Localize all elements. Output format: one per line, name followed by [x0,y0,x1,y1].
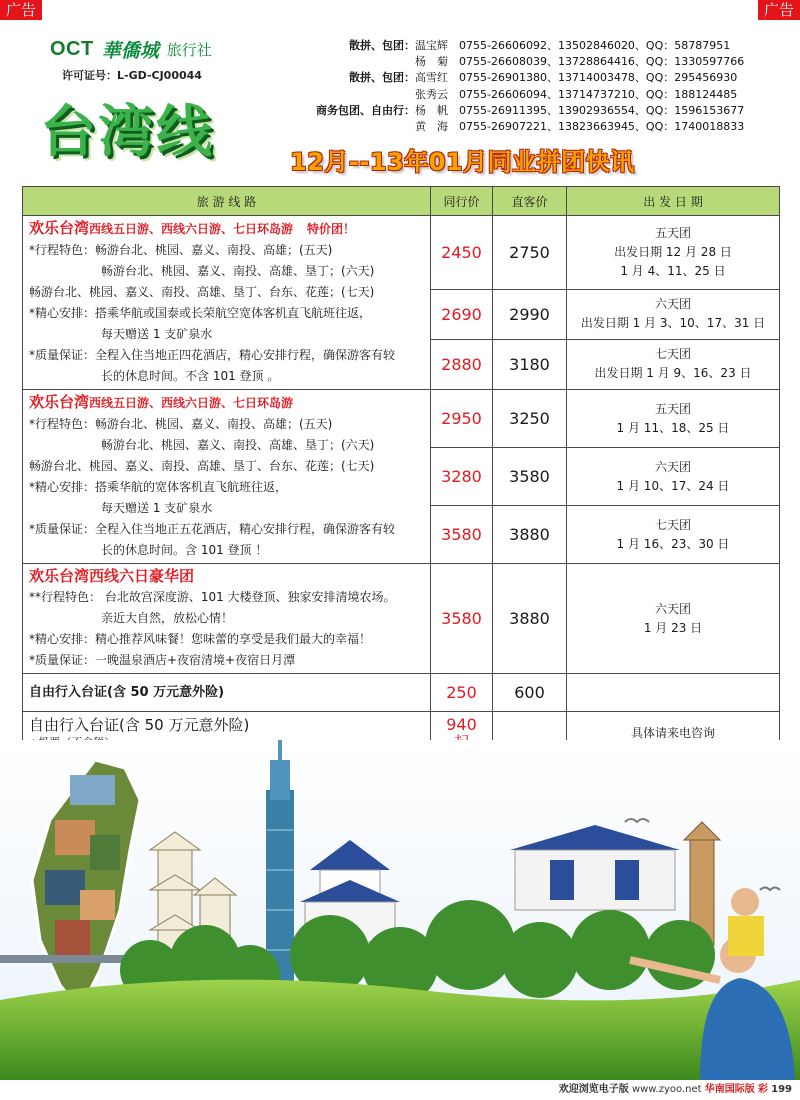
table-row [23,674,780,712]
departure-dates: 七天团 出发日期 1 月 9、16、23 日 [567,339,780,389]
package-line: *行程特色：畅游台北、桃园、嘉义、南投、高雄；(五天) [29,243,333,257]
special-note: 特价团！ [307,222,356,236]
brand-name: 華僑城 [101,40,159,62]
package-line: 畅游台北、桃园、嘉义、南投、高雄、垦丁；(六天) [101,438,375,452]
direct-price: 2750 [493,216,567,290]
package-line: 畅游台北、桃园、嘉义、南投、高雄、垦丁、台东、花莲；(七天) [29,459,375,473]
package-line: 长的休息时间。不含 101 登顶 。 [101,369,280,383]
contact-line: 杨 菊 0755-26608039、13728864416、QQ：1330597766 [415,55,745,69]
header-route: 旅 游 线 路 [23,187,431,216]
package-line: 长的休息时间。含 101 登顶 ！ [101,543,268,557]
peer-price: 250 [431,674,493,712]
contact-line: 黄 海 0755-26907221、13823663945、QQ：1740018833 [415,120,745,134]
package-line: *质量保证：全程入住当地正四花酒店，精心安排行程，确保游客有较 [29,348,396,362]
scenery-illustration [0,740,800,1080]
free-travel-permit: 自由行入台证(含 50 万元意外险) [23,674,431,712]
package-line: 畅游台北、桃园、嘉义、南投、高雄、垦丁、台东、花莲；(七天) [29,285,375,299]
package-line: 每天赠送 1 支矿泉水 [101,327,213,341]
main-title: 台湾线 [40,100,214,165]
departure-dates: 六天团 出发日期 1 月 3、10、17、31 日 [567,289,780,339]
peer-price: 940 [431,712,493,756]
package-line: 每天赠送 1 支矿泉水 [101,501,213,515]
oct-logo: OCT [50,38,94,60]
peer-price: 2690 [431,289,493,339]
direct-price: 3180 [493,339,567,389]
package-line: **行程特色： 台北故宫深度游、101 大楼登顶、独家安排清境农场。 [29,590,396,604]
departure-dates: 五天团 出发日期 12 月 28 日 1 月 4、11、25 日 [567,216,780,290]
departure-dates [567,674,780,712]
ad-label-right: 广告 [758,0,800,20]
table-row [23,564,780,674]
package-title: 欢乐台湾西线五日游、西线六日游、七日环岛游 [29,393,294,411]
footer-browse: 欢迎浏览电子版 [558,1084,629,1095]
routes-table [22,186,780,756]
package-line: 畅游台北、桃园、嘉义、南投、高雄、垦丁；(六天) [101,264,375,278]
contact-line: 散拼、包团：温宝辉 0755-26606092、13502846020、QQ：58787951 [349,39,731,52]
peer-price: 3580 [431,506,493,564]
direct-price: 3580 [493,448,567,506]
package-3-description [23,564,431,674]
package-2-description [23,390,431,564]
headline: 12月--13年01月同业拼团快讯 [290,148,635,176]
departure-dates: 六天团 1 月 10、17、24 日 [567,448,780,506]
package-title: 欢乐台湾西线六日豪华团 [29,567,195,585]
package-title: 欢乐台湾西线五日游、西线六日游、七日环岛游 [29,219,294,237]
peer-price: 3280 [431,448,493,506]
peer-price: 2450 [431,216,493,290]
departure-dates: 五天团 1 月 11、18、25 日 [567,390,780,448]
contacts-block [300,38,744,135]
departure-dates: 六天团 1 月 23 日 [567,564,780,674]
direct-price: 600 [493,674,567,712]
company-logo [50,36,212,63]
contact-line: 商务包团、自由行：杨 帆 0755-26911395、13902936554、QQ：1596153677 [316,103,745,117]
license-number: 许可证号：L-GD-CJ00044 [62,69,202,82]
taiwan-scenery-collage [0,740,800,1080]
peer-price: 2950 [431,390,493,448]
peer-price: 3580 [431,564,493,674]
package-line: *精心安排：搭乘华航或国泰或长荣航空宽体客机直飞航班往返， [29,306,372,320]
contact-line: 散拼、包团：高雪红 0755-26901380、13714003478、QQ：295456930 [349,71,738,85]
ad-label-left: 广告 [0,0,42,20]
package-line: *质量保证：一晚温泉酒店+夜宿清境+夜宿日月潭 [29,653,296,667]
footer-site: www.zyoo.net [631,1084,702,1095]
package-line: *精心安排：搭乘华航的宽体客机直飞航班往返， [29,480,288,494]
package-line: *精心安排：精心推荐风味餐！您味蕾的享受是我们最大的幸福！ [29,632,372,646]
departure-dates: 七天团 1 月 16、23、30 日 [567,506,780,564]
page-number: 199 [771,1084,792,1095]
footer-edition: 华南国际版 [704,1084,755,1095]
contact-line: 张秀云 0755-26606094、13714737210、QQ：188124485 [415,87,738,101]
package-line: 亲近大自然，放松心情！ [101,611,234,625]
direct-price: 3880 [493,506,567,564]
package-line: *质量保证：全程入住当地正五花酒店，精心安排行程，确保游客有较 [29,522,396,536]
peer-price: 2880 [431,339,493,389]
departure-dates: 具体请来电咨询 [567,712,780,756]
table-row [23,390,780,448]
package-1-description [23,216,431,390]
direct-price: 3250 [493,390,567,448]
footer [0,1080,800,1100]
direct-price: 2990 [493,289,567,339]
table-row [23,216,780,290]
table-header-row [23,187,780,216]
brand-subtitle: 旅行社 [166,41,212,59]
header-direct-price: 直客价 [493,187,567,216]
header-departure: 出 发 日 期 [567,187,780,216]
free-travel-permit-air: 自由行入台证(含 50 万元意外险) [23,712,431,756]
footer-page-label: 彩 [757,1084,768,1095]
package-line: *行程特色：畅游台北、桃园、嘉义、南投、高雄；(五天) [29,417,333,431]
direct-price: 3880 [493,564,567,674]
header-peer-price: 同行价 [431,187,493,216]
